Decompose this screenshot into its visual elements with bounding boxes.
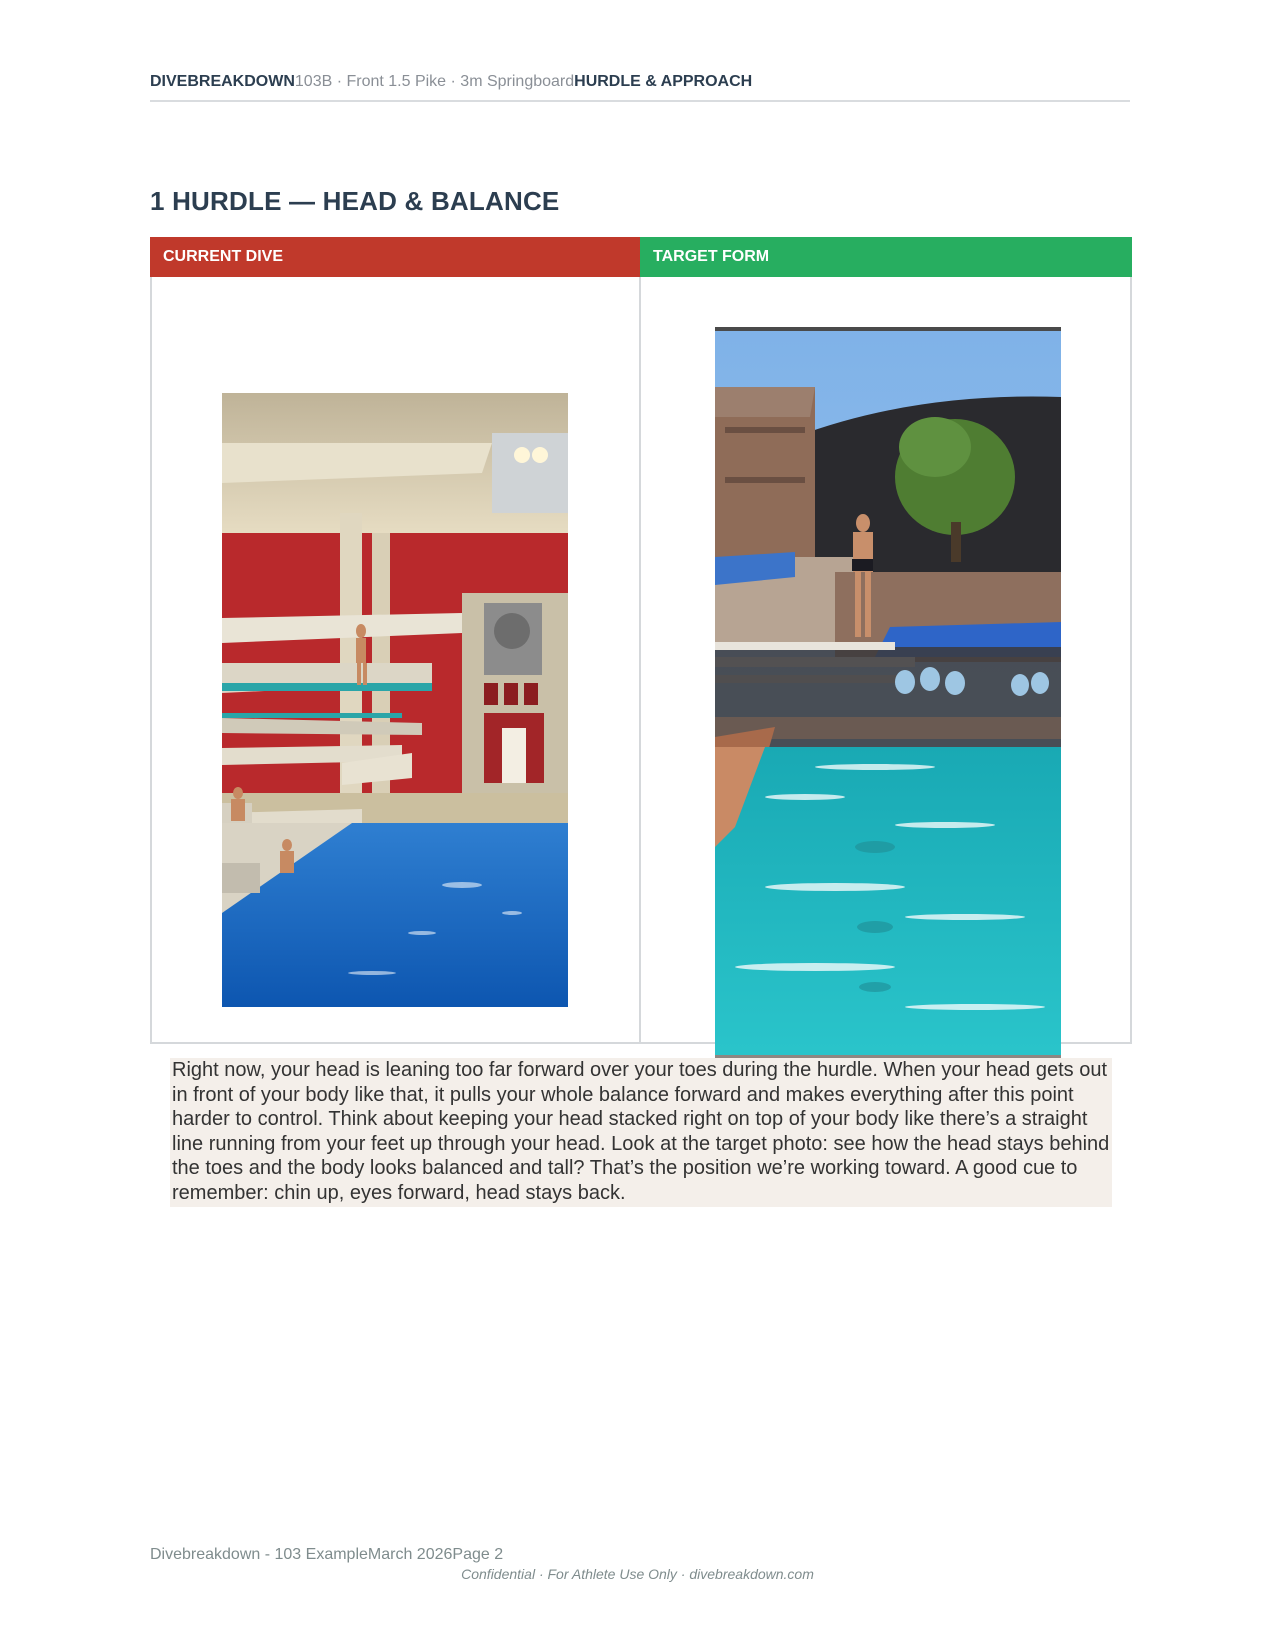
comparison-table [150,237,1132,1045]
footer-info [150,1546,503,1564]
target-form-photo [715,327,1061,1075]
target-form-header: TARGET FORM [640,237,1132,277]
dive-meta: 103B · Front 1.5 Pike · 3m Springboard [294,73,575,90]
current-dive-photo [222,393,568,1007]
coaching-note: Right now, your head is leaning too far forward over your toes during the hurdle. When your head gets out in front of your body like that, it pulls your whole balance forward and makes everything after this point harder to control. Think about keeping your head stacked right on top of your body like there’s a straight line running from your feet up through your head. Look at the target photo: see how the head stays behind the toes and the body looks balanced and tall? That’s the position we’re working toward. A good cue to remember: chin up, eyes forward, head stays back. [170,1058,1112,1207]
section-title: 1 HURDLE — HEAD & BALANCE [150,186,560,216]
header-divider [150,100,1130,102]
confidential-notice: Confidential · For Athlete Use Only · divebreakdown.com [461,1566,814,1582]
target-form-cell [639,277,1132,1044]
footer-doc: Divebreakdown - 103 Example [150,1546,368,1563]
footer-date: March 2026 [367,1546,453,1563]
brand-name: DIVEBREAKDOWN [150,73,295,90]
current-dive-cell [150,277,641,1044]
current-dive-header: CURRENT DIVE [150,237,640,277]
header-section: HURDLE & APPROACH [574,73,753,90]
page-header [150,72,1130,92]
page-number: Page 2 [452,1546,504,1563]
